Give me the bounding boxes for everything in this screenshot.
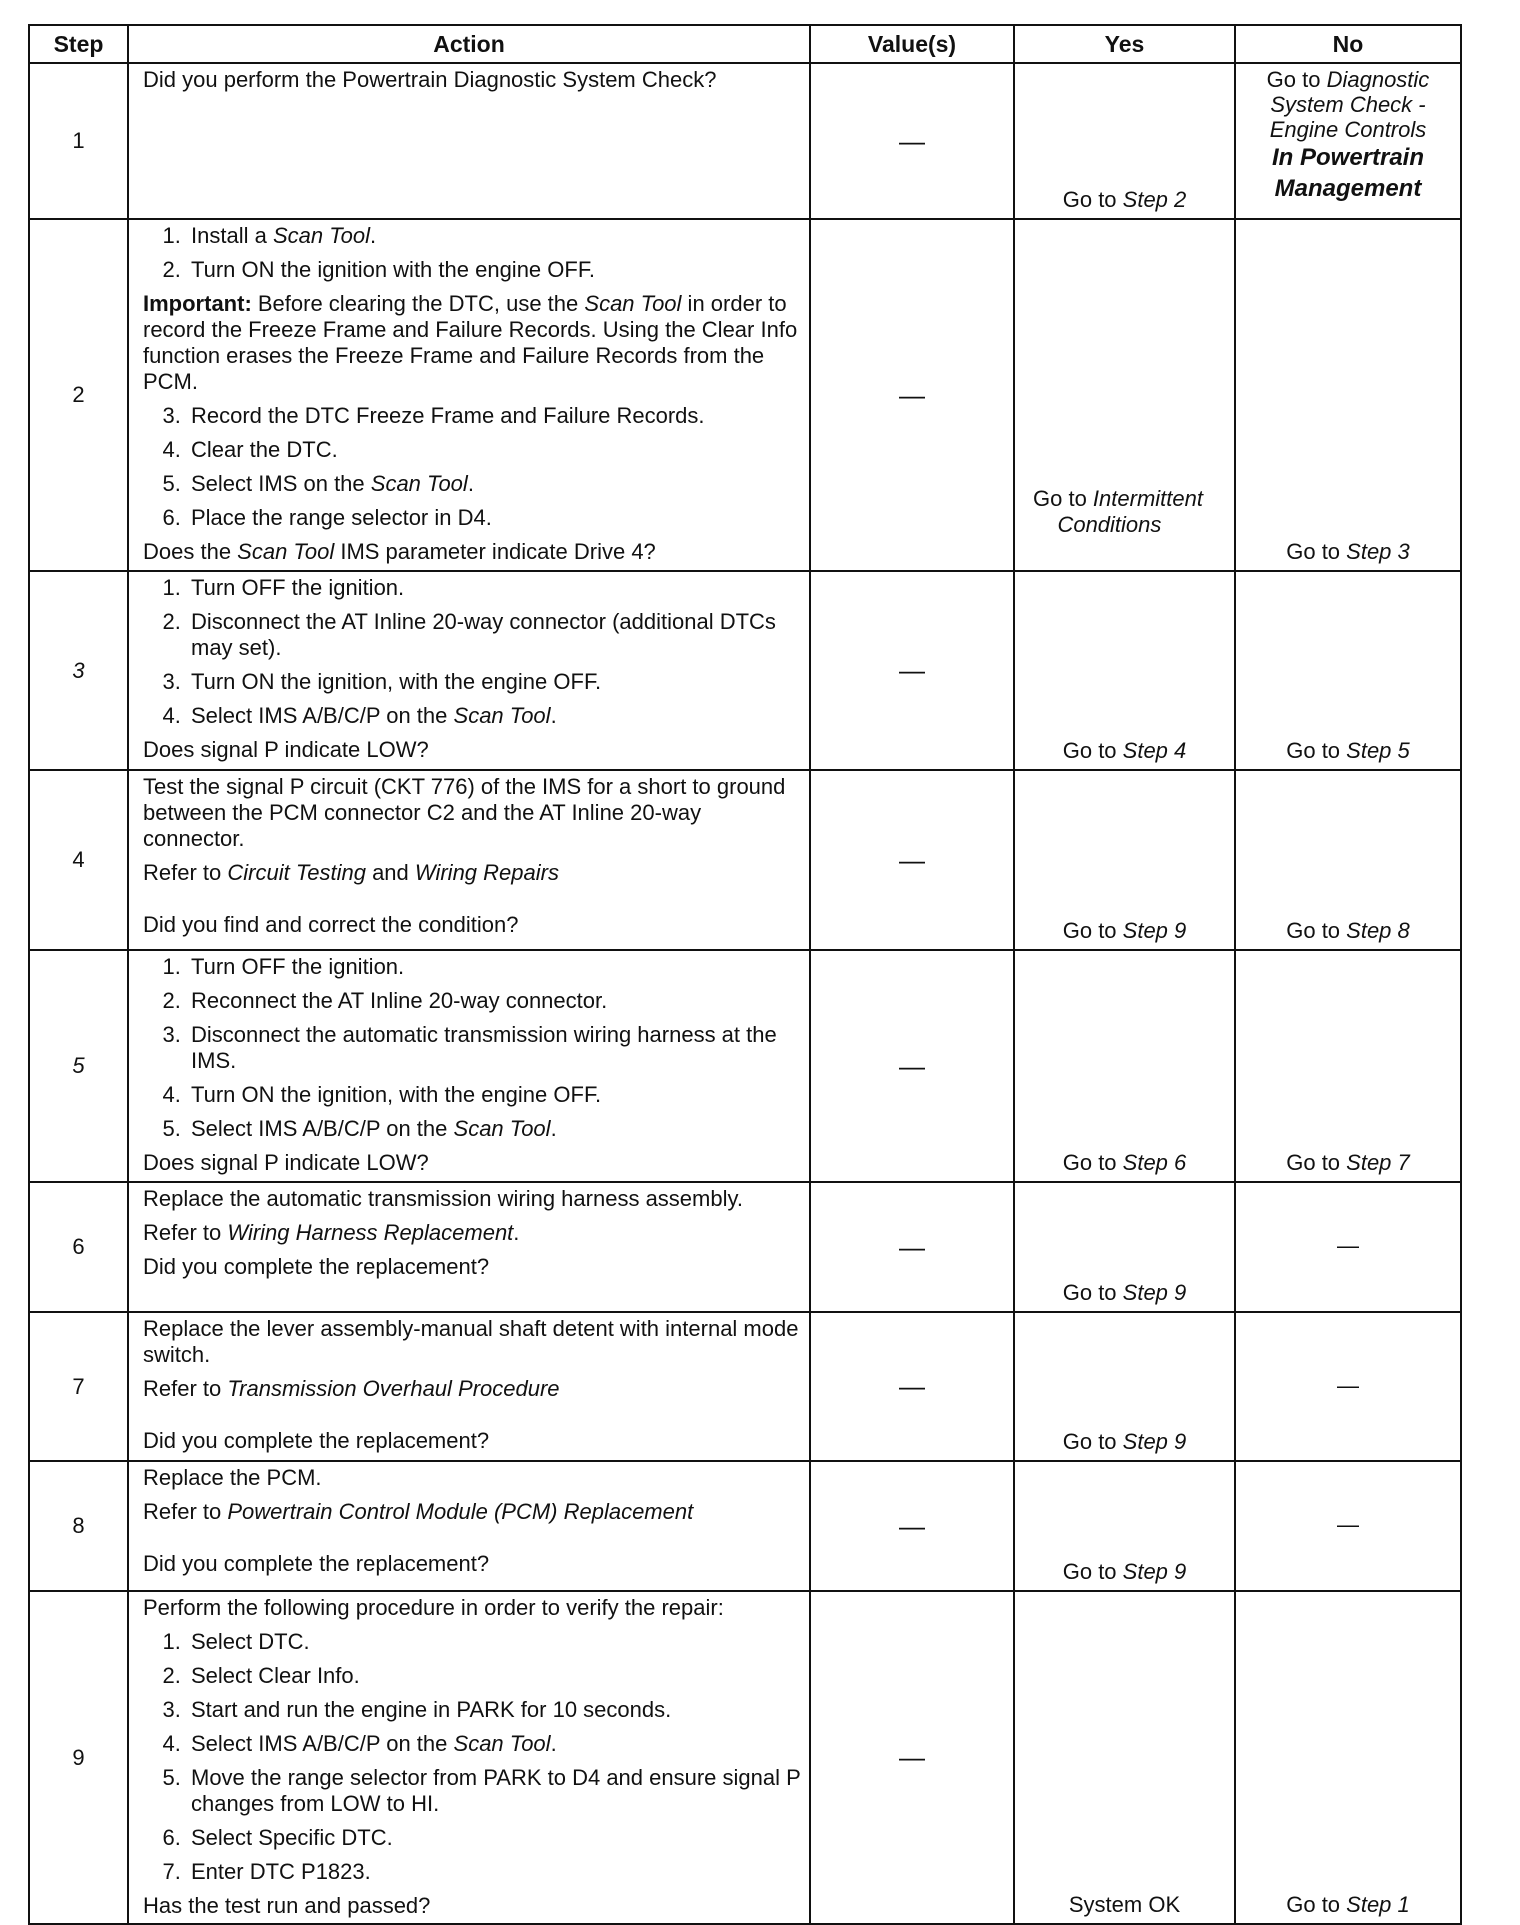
- step-number: 2: [29, 219, 128, 571]
- no-cell: [1235, 571, 1461, 770]
- header-step: Step: [29, 25, 128, 63]
- action-substep: 4. Select IMS A/B/C/P on the Scan Tool.: [187, 1731, 801, 1757]
- action-substep: 6. Select Specific DTC.: [187, 1825, 801, 1851]
- action-instruction: Replace the lever assembly-manual shaft detent with internal mode switch.: [143, 1316, 799, 1367]
- action-substep: 5. Move the range selector from PARK to D4 and ensure signal P changes from LOW to HI.: [187, 1765, 801, 1817]
- action-substep: 1. Turn OFF the ignition.: [187, 575, 801, 601]
- no-cell: [1235, 950, 1461, 1182]
- action-substep: 4. Clear the DTC.: [187, 437, 801, 463]
- transmission-overhaul-link[interactable]: Transmission Overhaul Procedure: [227, 1376, 560, 1401]
- no-cell: —: [1235, 1182, 1461, 1312]
- table-row: [29, 1591, 1461, 1924]
- important-note: Important: Before clearing the DTC, use the Scan Tool in order to record the Freeze Frame and Failure Records. Using the Clear Info function erases the Freeze Frame and Failure Records from the PCM.: [143, 291, 798, 394]
- diagnostic-table: [28, 24, 1462, 1925]
- no-step-link[interactable]: Step 5: [1346, 738, 1410, 763]
- action-substep: 3. Record the DTC Freeze Frame and Failure Records.: [187, 403, 801, 429]
- action-question: Does signal P indicate LOW?: [143, 1150, 429, 1175]
- table-row: [29, 770, 1461, 950]
- yes-goto-text: Go to: [1033, 486, 1093, 511]
- action-substep: 1. Install a Scan Tool.: [187, 223, 801, 249]
- action-cell: [128, 1182, 810, 1312]
- action-cell: [128, 1312, 810, 1461]
- action-substep: 4. Turn ON the ignition, with the engine OFF.: [187, 1082, 801, 1108]
- action-instruction: Perform the following procedure in order to verify the repair:: [143, 1595, 724, 1620]
- scan-tool-link[interactable]: Scan Tool: [453, 1731, 551, 1756]
- yes-step-link[interactable]: Step 2: [1122, 187, 1187, 212]
- no-goto-text: Go to: [1286, 1892, 1347, 1917]
- no-cell: —: [1235, 1312, 1461, 1461]
- step-number: 6: [29, 1182, 128, 1312]
- action-cell: [128, 770, 810, 950]
- yes-goto-text: Go to: [1062, 738, 1123, 763]
- no-cell: [1235, 63, 1461, 219]
- value-cell: —: [810, 1312, 1014, 1461]
- action-substep: 1. Turn OFF the ignition.: [187, 954, 801, 980]
- value-cell: —: [810, 571, 1014, 770]
- table-row: [29, 1182, 1461, 1312]
- action-reference: Refer to Powertrain Control Module (PCM) Replacement: [143, 1499, 694, 1524]
- value-cell: —: [810, 1182, 1014, 1312]
- yes-cell: [1014, 770, 1235, 950]
- value-cell: —: [810, 950, 1014, 1182]
- action-reference: Refer to Wiring Harness Replacement.: [143, 1220, 520, 1245]
- step-number: 4: [29, 770, 128, 950]
- yes-step-link[interactable]: Step 6: [1122, 1150, 1187, 1175]
- no-step-link[interactable]: Step 1: [1346, 1892, 1410, 1917]
- header-row: [29, 25, 1461, 63]
- action-cell: [128, 950, 810, 1182]
- step-number: 9: [29, 1591, 128, 1924]
- action-question: Did you find and correct the condition?: [143, 912, 519, 937]
- yes-cell: [1014, 1182, 1235, 1312]
- wiring-repairs-link[interactable]: Wiring Repairs: [414, 860, 559, 885]
- value-cell: —: [810, 770, 1014, 950]
- no-cell: [1235, 770, 1461, 950]
- table-row: [29, 219, 1461, 571]
- action-cell: [128, 63, 810, 219]
- no-cell: [1235, 219, 1461, 571]
- diagnostic-table-sheet: [28, 24, 1460, 1918]
- yes-conditions-link[interactable]: Conditions: [1057, 512, 1162, 537]
- yes-step-link[interactable]: Step 9: [1122, 1280, 1187, 1305]
- yes-intermittent-link[interactable]: Intermittent: [1092, 486, 1203, 511]
- yes-goto-text: Go to: [1062, 187, 1123, 212]
- scan-tool-link[interactable]: Scan Tool: [584, 291, 682, 316]
- no-link-management[interactable]: Management: [1274, 175, 1422, 202]
- table-row: [29, 950, 1461, 1182]
- action-cell: [128, 219, 810, 571]
- action-reference: Refer to Circuit Testing and Wiring Repairs: [143, 860, 559, 885]
- scan-tool-link[interactable]: Scan Tool: [453, 1116, 551, 1141]
- yes-goto-text: Go to: [1062, 1280, 1123, 1305]
- action-substep: 5. Select IMS A/B/C/P on the Scan Tool.: [187, 1116, 801, 1142]
- action-substep: 1. Select DTC.: [187, 1629, 801, 1655]
- step-number: 1: [29, 63, 128, 219]
- no-goto-text: Go to: [1286, 1150, 1347, 1175]
- no-link-diagnostic[interactable]: Diagnostic: [1326, 67, 1430, 92]
- yes-cell: [1014, 219, 1235, 571]
- action-substep: 3. Turn ON the ignition, with the engine OFF.: [187, 669, 801, 695]
- action-question: Did you complete the replacement?: [143, 1254, 490, 1279]
- yes-goto-text: Go to: [1062, 1429, 1123, 1454]
- action-substep: 7. Enter DTC P1823.: [187, 1859, 801, 1885]
- action-substep: 3. Start and run the engine in PARK for 10 seconds.: [187, 1697, 801, 1723]
- scan-tool-link[interactable]: Scan Tool: [453, 703, 551, 728]
- table-row: [29, 1461, 1461, 1591]
- value-cell: —: [810, 1591, 1014, 1924]
- action-question: Does signal P indicate LOW?: [143, 737, 429, 762]
- header-values: Value(s): [810, 25, 1014, 63]
- action-question: Does the Scan Tool IMS parameter indicate Drive 4?: [143, 539, 656, 564]
- step-number: 3: [29, 571, 128, 770]
- action-question: Did you complete the replacement?: [143, 1428, 490, 1453]
- action-substep: 2. Disconnect the AT Inline 20-way connector (additional DTCs may set).: [187, 609, 801, 661]
- no-goto-text: Go to: [1266, 67, 1327, 92]
- no-step-link[interactable]: Step 3: [1346, 539, 1410, 564]
- action-substep: 2. Reconnect the AT Inline 20-way connector.: [187, 988, 801, 1014]
- header-action: Action: [128, 25, 810, 63]
- no-step-link[interactable]: Step 8: [1346, 918, 1410, 943]
- action-substep: 5. Select IMS on the Scan Tool.: [187, 471, 801, 497]
- scan-tool-link[interactable]: Scan Tool: [370, 471, 468, 496]
- yes-cell: [1014, 1312, 1235, 1461]
- no-cell: [1235, 1591, 1461, 1924]
- yes-cell: System OK: [1014, 1591, 1235, 1924]
- action-substep: 3. Disconnect the automatic transmission wiring harness at the IMS.: [187, 1022, 801, 1074]
- no-goto-text: Go to: [1286, 539, 1347, 564]
- no-link-in-powertrain[interactable]: In Powertrain: [1271, 144, 1425, 171]
- circuit-testing-link[interactable]: Circuit Testing: [227, 860, 366, 885]
- yes-goto-text: Go to: [1062, 918, 1123, 943]
- scan-tool-link[interactable]: Scan Tool: [237, 539, 335, 564]
- yes-cell: [1014, 1461, 1235, 1591]
- action-reference: Refer to Transmission Overhaul Procedure: [143, 1376, 560, 1401]
- yes-step-link[interactable]: Step 9: [1122, 1559, 1187, 1584]
- action-instruction: Test the signal P circuit (CKT 776) of the IMS for a short to ground between the PCM connector C2 and the AT Inline 20-way connector.: [143, 774, 786, 851]
- no-link-system-check[interactable]: System Check -: [1270, 92, 1426, 117]
- action-question: Did you perform the Powertrain Diagnostic System Check?: [143, 67, 717, 92]
- pcm-replacement-link[interactable]: Powertrain Control Module (PCM) Replacement: [227, 1499, 694, 1524]
- header-no: No: [1235, 25, 1461, 63]
- step-number: 5: [29, 950, 128, 1182]
- no-cell: —: [1235, 1461, 1461, 1591]
- yes-goto-text: Go to: [1062, 1150, 1123, 1175]
- table-row: [29, 571, 1461, 770]
- yes-step-link[interactable]: Step 4: [1122, 738, 1187, 763]
- action-instruction: Replace the PCM.: [143, 1465, 322, 1490]
- value-cell: —: [810, 1461, 1014, 1591]
- action-substep: 2. Turn ON the ignition with the engine OFF.: [187, 257, 801, 283]
- yes-cell: [1014, 63, 1235, 219]
- table-row: [29, 1312, 1461, 1461]
- action-cell: [128, 571, 810, 770]
- action-cell: [128, 1591, 810, 1924]
- important-label: Important:: [143, 291, 252, 316]
- step-number: 7: [29, 1312, 128, 1461]
- yes-step-link[interactable]: Step 9: [1122, 1429, 1187, 1454]
- wiring-harness-replacement-link[interactable]: Wiring Harness Replacement: [227, 1220, 514, 1245]
- yes-cell: [1014, 571, 1235, 770]
- action-question: Has the test run and passed?: [143, 1893, 431, 1918]
- action-substep: 4. Select IMS A/B/C/P on the Scan Tool.: [187, 703, 801, 729]
- header-yes: Yes: [1014, 25, 1235, 63]
- action-substep: 2. Select Clear Info.: [187, 1663, 801, 1689]
- yes-cell: [1014, 950, 1235, 1182]
- action-instruction: Replace the automatic transmission wiring harness assembly.: [143, 1186, 743, 1211]
- no-goto-text: Go to: [1286, 918, 1347, 943]
- value-cell: —: [810, 63, 1014, 219]
- step-number: 8: [29, 1461, 128, 1591]
- no-step-link[interactable]: Step 7: [1346, 1150, 1410, 1175]
- no-link-engine-controls[interactable]: Engine Controls: [1269, 117, 1427, 142]
- no-goto-text: Go to: [1286, 738, 1347, 763]
- value-cell: —: [810, 219, 1014, 571]
- scan-tool-link[interactable]: Scan Tool: [272, 223, 370, 248]
- table-row: [29, 63, 1461, 219]
- action-cell: [128, 1461, 810, 1591]
- yes-goto-text: Go to: [1062, 1559, 1123, 1584]
- action-substep: 6. Place the range selector in D4.: [187, 505, 801, 531]
- yes-step-link[interactable]: Step 9: [1122, 918, 1187, 943]
- action-question: Did you complete the replacement?: [143, 1551, 490, 1576]
